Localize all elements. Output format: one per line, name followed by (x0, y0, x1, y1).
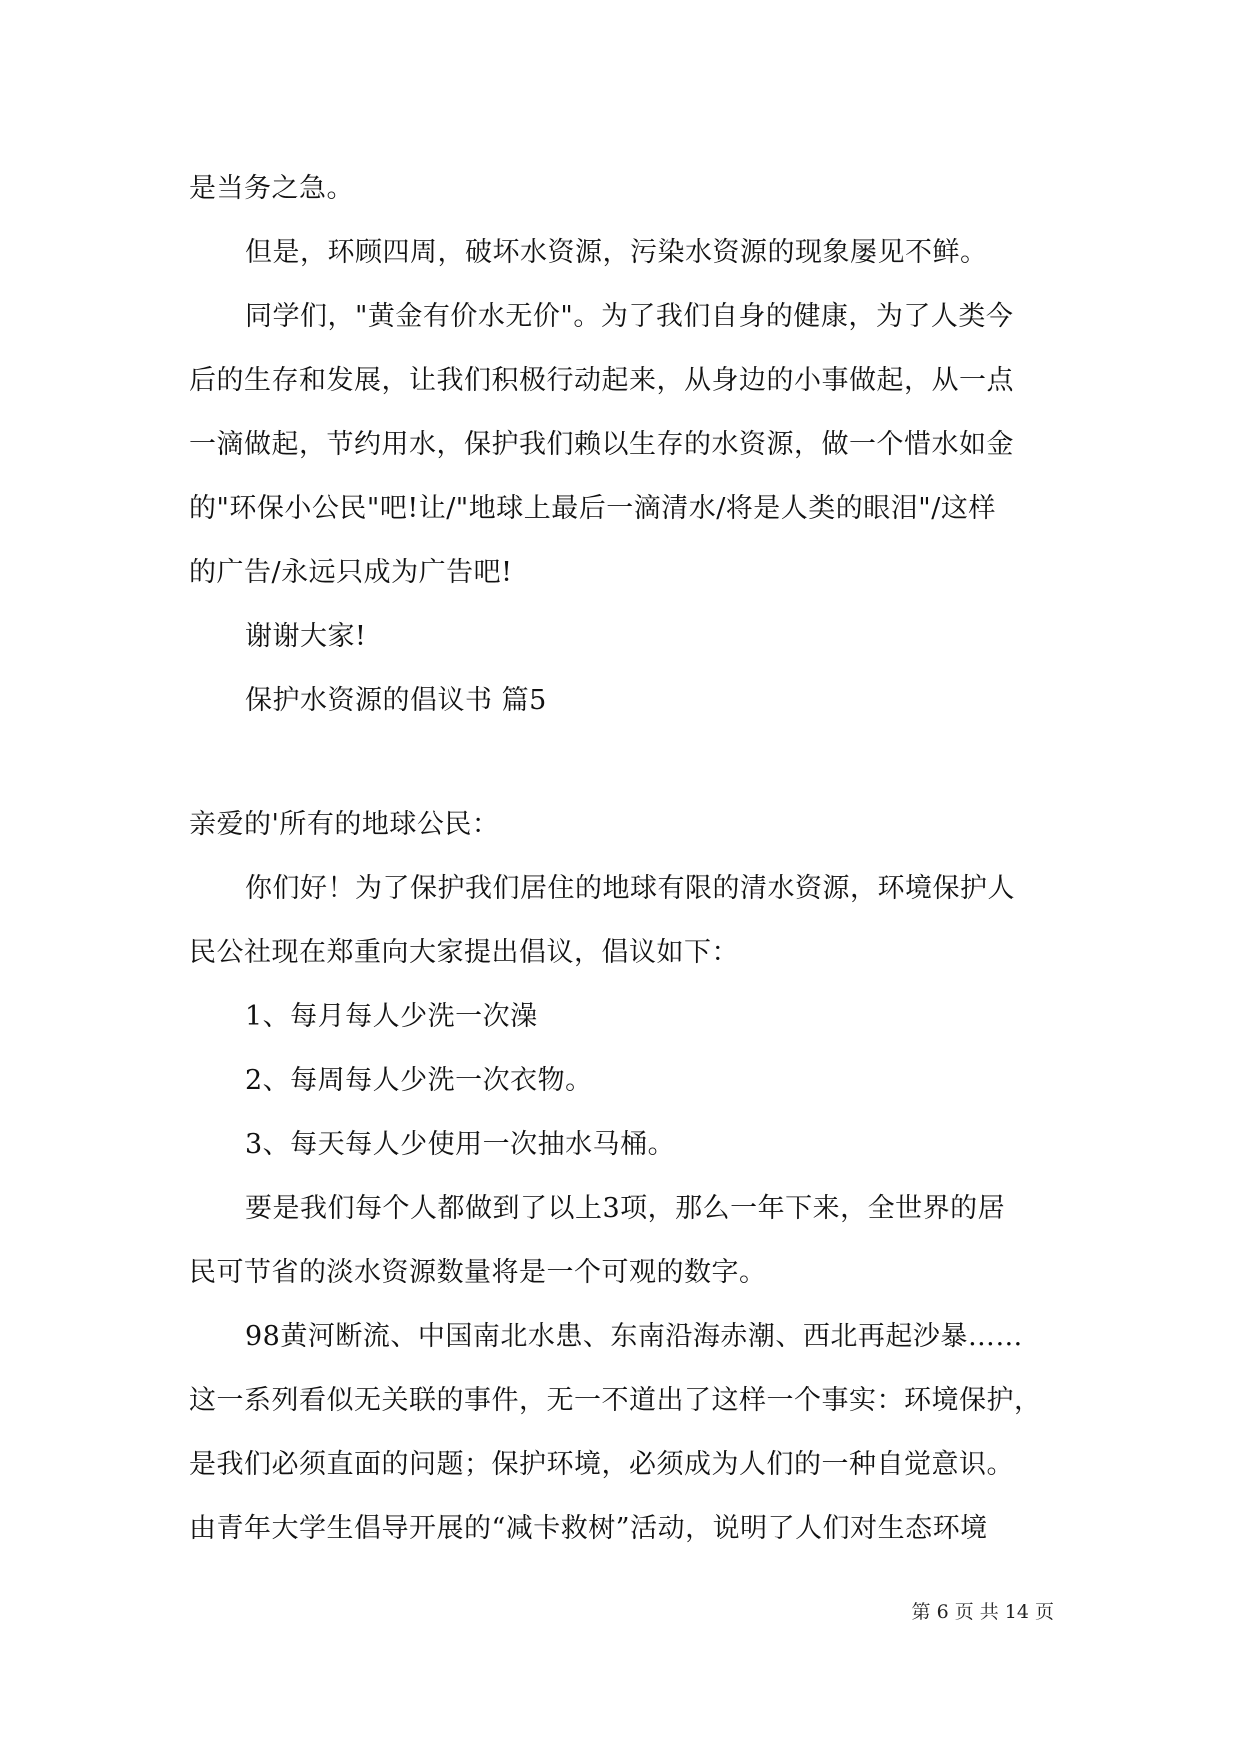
section-gap (189, 733, 1059, 793)
text-line: 这一系列看似无关联的事件，无一不道出了这样一个事实：环境保护， (189, 1385, 1042, 1416)
text-line: 但是，环顾四周，破坏水资源，污染水资源的现象屡见不鲜。 (245, 237, 988, 268)
text-line: 你们好！为了保护我们居住的地球有限的清水资源，环境保护人 (245, 873, 1015, 904)
text-line: 的"环保小公民"吧!让/"地球上最后一滴清水/将是人类的眼泪"/这样 (189, 493, 996, 524)
text-line: 由青年大学生倡导开展的“减卡救树”活动，说明了人们对生态环境 (189, 1513, 988, 1544)
text-line: 民可节省的淡水资源数量将是一个可观的数字。 (189, 1257, 767, 1288)
text-line: 民公社现在郑重向大家提出倡议，倡议如下： (189, 937, 739, 968)
document-body (189, 157, 1059, 1561)
text-line: 一滴做起，节约用水，保护我们赖以生存的水资源，做一个惜水如金 (189, 429, 1014, 460)
text-line: 的广告/永远只成为广告吧! (189, 557, 513, 588)
text-line: 谢谢大家! (245, 621, 367, 652)
list-item: 3、每天每人少使用一次抽水马桶。 (245, 1129, 676, 1160)
section-title: 保护水资源的倡议书 篇5 (245, 685, 547, 716)
text-line: 要是我们每个人都做到了以上3项，那么一年下来，全世界的居 (245, 1193, 1006, 1224)
text-line: 后的生存和发展，让我们积极行动起来，从身边的小事做起，从一点 (189, 365, 1014, 396)
text-line: 是我们必须直面的问题；保护环境，必须成为人们的一种自觉意识。 (189, 1449, 1014, 1480)
text-line: 同学们，"黄金有价水无价"。为了我们自身的健康，为了人类今 (245, 301, 1014, 332)
text-line: 98黄河断流、中国南北水患、东南沿海赤潮、西北再起沙暴…… (245, 1321, 1023, 1352)
list-item: 2、每周每人少洗一次衣物。 (245, 1065, 593, 1096)
page-number: 第 6 页 共 14 页 (911, 1601, 1054, 1623)
list-item: 1、每月每人少洗一次澡 (245, 1001, 538, 1032)
text-line: 是当务之急。 (189, 173, 354, 204)
salutation: 亲爱的'所有的地球公民： (189, 809, 500, 840)
